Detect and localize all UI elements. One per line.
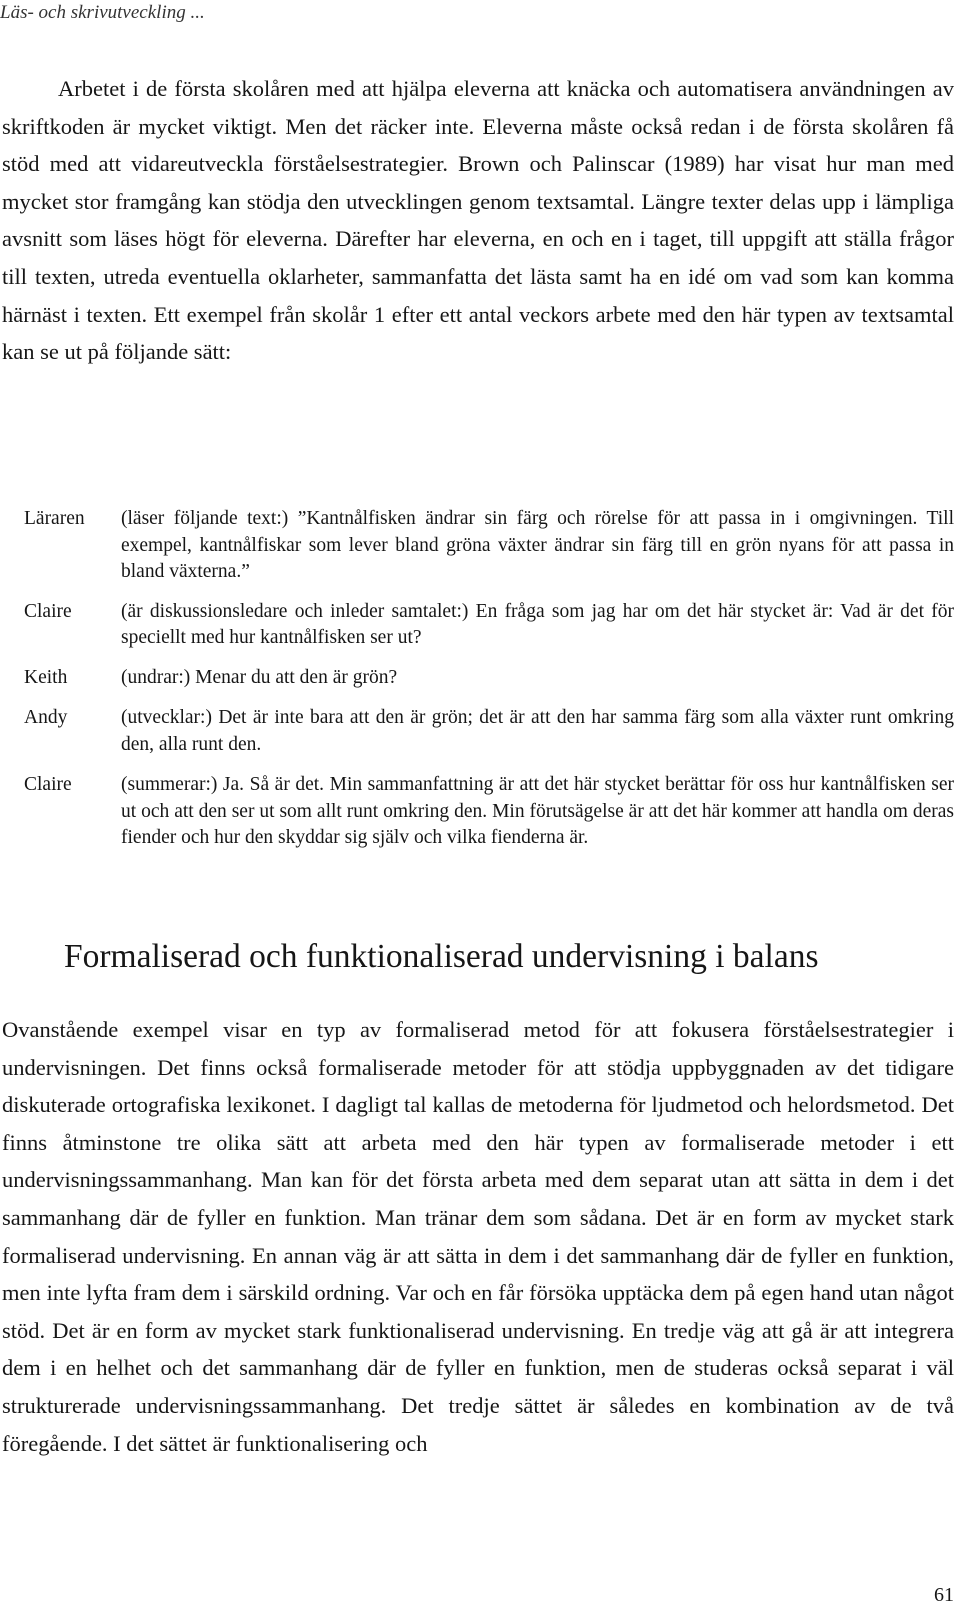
- utterance-text: (utvecklar:) Det är inte bara att den är grön; det är att den har samma färg som alla växter runt omkring den, alla runt den.: [121, 707, 954, 755]
- section-heading: Formaliserad och funktionaliserad undervisning i balans: [64, 938, 819, 975]
- intro-paragraph: [2, 70, 954, 371]
- speaker-name: Läraren: [24, 508, 85, 529]
- utterance-text: (läser följande text:) ”Kantnålfisken ändrar sin färg och rörelse för att passa in i omgivningen. Till exempel, kantnålfiskar som lever bland gröna växter ändrar sin färg till en grön nyans för att passa in bland växterna.”: [121, 508, 954, 582]
- dialogue-turn: [24, 665, 954, 692]
- speaker-name: Andy: [24, 707, 68, 728]
- dialogue-turn: [24, 705, 954, 758]
- dialogue-turn: [24, 772, 954, 852]
- utterance-text: (undrar:) Menar du att den är grön?: [121, 666, 398, 688]
- speaker-name: Claire: [24, 774, 72, 795]
- dialogue-turn: [24, 506, 954, 586]
- body-paragraph: Ovanstående exempel visar en typ av formaliserad metod för att fokusera förståelsestrategier i undervisningen. Det finns också formaliserade metoder för att stödja uppbyggnaden av det tidigare diskuterade ortografiska lexikonet. I dagligt tal kallas de metoderna för ljudmetod och helordsmetod. Det finns åtminstone tre olika sätt att arbeta med den här typen av formaliserade metoder i ett undervisningssammanhang. Man kan för det första arbeta med dem separat utan att sätta in dem i det sammanhang där de fyller en funktion. Man tränar dem som sådana. Det är en form av mycket stark formaliserad undervisning. En annan väg är att sätta in dem i det sammanhang där de fyller en funktion, men inte lyfta fram dem i särskild ordning. Var och en får försöka upptäcka dem på egen hand utan något stöd. Det är en form av mycket stark funktionaliserad undervisning. En tredje väg att gå är att integrera dem i en helhet och det sammanhang där de fyller en funktion, men de studeras också separat i väl strukturerade undervisningssammanhang. Det tredje sättet är således en kombination av de två föregående. I det sättet är funktionalisering och: [2, 1017, 954, 1456]
- page-number: 61: [934, 1584, 954, 1606]
- utterance-text: (är diskussionsledare och inleder samtalet:) En fråga som jag har om det här stycket är: Vad är det för speciellt med hur kantnålfisken ser ut?: [121, 600, 954, 648]
- speaker-name: Keith: [24, 666, 68, 688]
- dialogue-turn: [24, 599, 954, 652]
- speaker-name: Claire: [24, 600, 72, 622]
- dialogue-transcript: [24, 506, 954, 852]
- running-head: Läs- och skrivutveckling ...: [0, 2, 205, 23]
- intro-paragraph-text: Arbetet i de första skolåren med att hjälpa eleverna att knäcka och automatisera användningen av skriftkoden är mycket viktigt. Men det räcker inte. Eleverna måste också redan i de första skolåren få stöd med att vidareutveckla förståelsestrategier. Brown och Palinscar (1989) har visat hur man med mycket stor framgång kan stödja den utvecklingen genom textsamtal. Längre texter delas upp i lämpliga avsnitt som läses högt för eleverna. Därefter har eleverna, en och en i taget, till uppgift att ställa frågor till texten, utreda eventuella oklarheter, sammanfatta det lästa samt ha en idé om vad som kan komma härnäst i texten. Ett exempel från skolår 1 efter ett antal veckors arbete med den här typen av textsamtal kan se ut på följande sätt:: [2, 76, 954, 365]
- utterance-text: (summerar:) Ja. Så är det. Min sammanfattning är att det här stycket berättar för oss hur kantnålfisken ser ut och att den ser ut som allt runt omkring den. Min förutsägelse är att det här kommer att handla om deras fiender och hur den skyddar sig själv och vilka fienderna är.: [121, 774, 954, 848]
